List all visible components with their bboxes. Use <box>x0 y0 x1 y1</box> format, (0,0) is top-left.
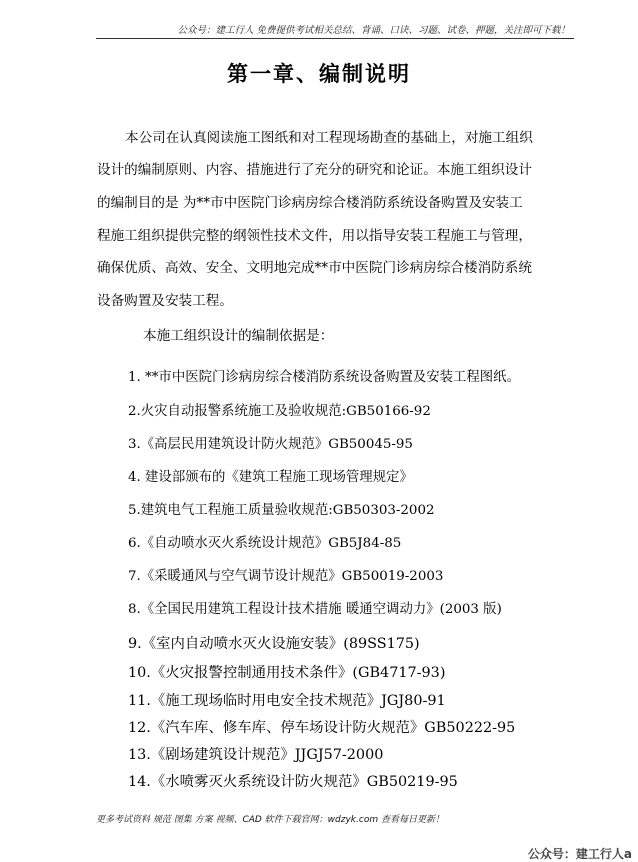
basis-item: 10.《火灾报警控制通用技术条件》(GB4717-93) <box>128 665 446 681</box>
watermark-label: 公众号：建工行人a <box>527 847 632 861</box>
intro-line: 设备购置及安装工程。 <box>97 293 233 310</box>
intro-line: 程施工组织提供完整的纲领性技术文件，用以指导安装工程施工与管理， <box>97 227 532 244</box>
basis-item: 4. 建设部颁布的《建筑工程施工现场管理规定》 <box>128 470 413 485</box>
intro-line: 本公司在认真阅读施工图纸和对工程现场勘查的基础上，对施工组织 <box>125 130 533 146</box>
intro-line: 的编制目的是 为**市中医院门诊病房综合楼消防系统设备购置及安装工 <box>97 194 523 211</box>
basis-item: 3.《高层民用建筑设计防火规范》GB50045-95 <box>128 437 413 452</box>
header-note: 公众号：建工行人 免费提供考试相关总结、背诵、口诀、习题、试卷、押题，关注即可下载！ <box>177 25 570 36</box>
intro-line: 设计的编制原则、内容、措施进行了充分的研究和论证。本施工组织设计 <box>97 162 532 178</box>
basis-item: 13.《剧场建筑设计规范》JJGJ57-2000 <box>128 747 384 763</box>
basis-item: 5.建筑电气工程施工质量验收规范:GB50303-2002 <box>128 503 435 518</box>
header-divider <box>96 38 574 39</box>
intro-line: 确保优质、高效、安全、文明地完成**市中医院门诊病房综合楼消防系统 <box>97 260 532 277</box>
chapter-title: 第一章、编制说明 <box>227 62 411 86</box>
footer-note: 更多考试资料 规范 图集 方案 视频、CAD 软件下载官网：wdzyk.com 查看每日更新！ <box>96 815 444 825</box>
basis-item: 8.《全国民用建筑工程设计技术措施 暖通空调动力》(2003 版) <box>128 602 502 617</box>
basis-item: 14.《水喷雾灭火系统设计防火规范》GB50219-95 <box>128 774 458 790</box>
basis-item: 2.火灾自动报警系统施工及验收规范:GB50166-92 <box>128 404 431 419</box>
basis-intro: 本施工组织设计的编制依据是： <box>143 328 334 344</box>
basis-item: 1. **市中医院门诊病房综合楼消防系统设备购置及安装工程图纸。 <box>128 370 520 385</box>
basis-item: 6.《自动喷水灭火系统设计规范》GB5J84-85 <box>128 536 402 551</box>
basis-item: 11.《施工现场临时用电安全技术规范》JGJ80-91 <box>128 693 446 709</box>
intro-paragraph <box>125 122 533 155</box>
basis-item: 7.《采暖通风与空气调节设计规范》GB50019-2003 <box>128 569 444 584</box>
intro-paragraph-body <box>97 154 532 318</box>
basis-item: 12.《汽车库、修车库、停车场设计防火规范》GB50222-95 <box>128 720 516 736</box>
basis-item: 9.《室内自动喷水灭火设施安装》(89SS175) <box>128 636 420 652</box>
